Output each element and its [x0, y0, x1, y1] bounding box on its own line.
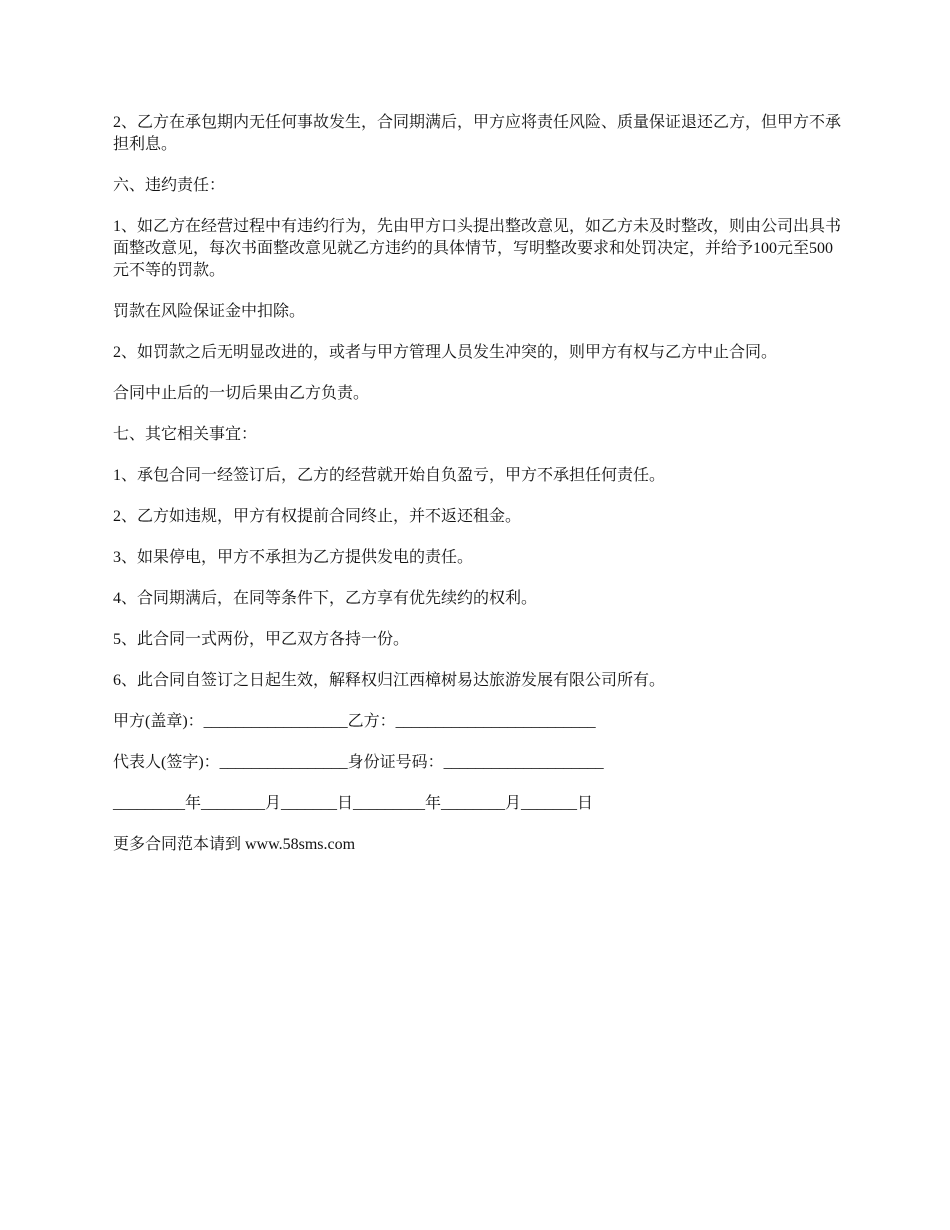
clause-1-self-financing: 1、承包合同一经签订后，乙方的经营就开始自负盈亏，甲方不承担任何责任。 — [113, 467, 666, 484]
section-heading-other-matters: 七、其它相关事宜： — [113, 426, 258, 443]
signature-line-representative: 代表人(签字)：________________身份证号码：____________________ — [113, 754, 604, 771]
clause-4-renewal-priority: 4、合同期满后，在同等条件下，乙方享有优先续约的权利。 — [113, 590, 538, 607]
clause-2-contract-suspension: 2、如罚款之后无明显改进的，或者与甲方管理人员发生冲突的，则甲方有权与乙方中止合同。 — [113, 344, 778, 361]
signature-line-parties: 甲方(盖章)：__________________乙方：_________________________ — [113, 713, 596, 730]
clause-2-deposit-return: 2、乙方在承包期内无任何事故发生，合同期满后，甲方应将责任风险、质量保证退还乙方，但甲方不承担利息。 — [113, 114, 842, 153]
suspension-consequences-note: 合同中止后的一切后果由乙方负责。 — [113, 385, 370, 402]
clause-6-effective-date: 6、此合同自签订之日起生效，解释权归江西樟树易达旅游发展有限公司所有。 — [113, 672, 666, 689]
document-page — [113, 112, 843, 875]
clause-1-breach-penalty: 1、如乙方在经营过程中有违约行为，先由甲方口头提出整改意见，如乙方未及时整改，则由公司出具书面整改意见，每次书面整改意见就乙方违约的具体情节，写明整改要求和处罚决定，并给予100元至500元不等的罚款。 — [113, 218, 842, 279]
clause-2-violation-termination: 2、乙方如违规，甲方有权提前合同终止，并不返还租金。 — [113, 508, 522, 525]
footer-more-templates: 更多合同范本请到 www.58sms.com — [113, 836, 356, 853]
signature-line-dates: _________年________月_______日_________年________月_______日 — [113, 795, 594, 812]
section-heading-breach-liability: 六、违约责任： — [113, 177, 226, 194]
penalty-deduction-note: 罚款在风险保证金中扣除。 — [113, 303, 306, 320]
clause-5-copies: 5、此合同一式两份，甲乙双方各持一份。 — [113, 631, 410, 648]
clause-3-power-outage: 3、如果停电，甲方不承担为乙方提供发电的责任。 — [113, 549, 474, 566]
